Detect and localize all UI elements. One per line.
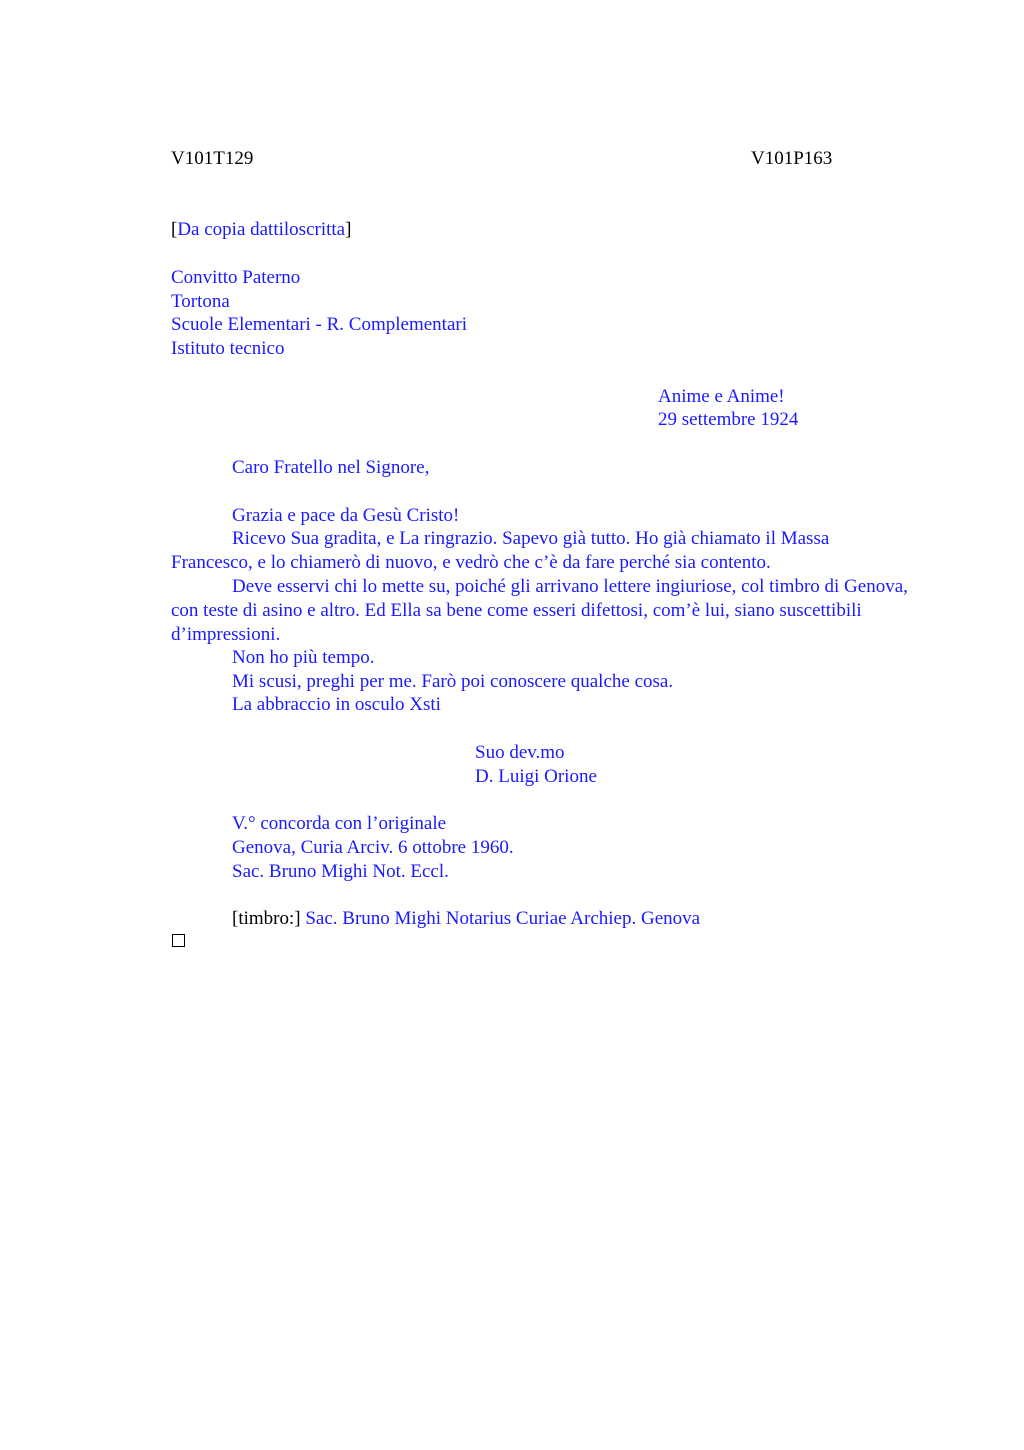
letterhead-line: Convitto Paterno — [171, 267, 301, 288]
signature-name: D. Luigi Orione — [475, 766, 597, 787]
body-paragraph: Ricevo Sua gradita, e La ringrazio. Sapevo già tutto. Ho già chiamato il Massa Francesco, e lo chiamerò di nuovo, e vedrò che c’è da fare perché sia contento. — [171, 528, 830, 573]
certification-line: Genova, Curia Arciv. 6 ottobre 1960. — [232, 837, 514, 858]
bracket-open: [ — [171, 219, 178, 240]
letter-date: 29 settembre 1924 — [658, 409, 799, 430]
greeting: Grazia e pace da Gesù Cristo! — [232, 505, 460, 526]
bracket-close: ] — [345, 219, 352, 240]
motto: Anime e Anime! — [658, 386, 785, 407]
signature-closing: Suo dev.mo — [475, 742, 565, 763]
certification-line: Sac. Bruno Mighi Not. Eccl. — [232, 861, 449, 882]
letterhead-line: Scuole Elementari - R. Complementari — [171, 314, 468, 335]
body-paragraph: Deve esservi chi lo mette su, poiché gli arrivano lettere ingiuriose, col timbro di Genova, con teste di asino e altro. Ed Ella sa bene come esseri difettosi, com’è lui, siano suscettibili d’impressioni. — [171, 576, 908, 645]
certification-line: V.° concorda con l’originale — [232, 813, 447, 834]
closing-line: Non ho più tempo. — [232, 647, 375, 668]
stamp-text: Sac. Bruno Mighi Notarius Curiae Archiep. Genova — [305, 908, 701, 929]
letterhead-line: Tortona — [171, 291, 230, 312]
stamp-label: [timbro:] — [232, 908, 301, 929]
closing-line: La abbraccio in osculo Xsti — [232, 694, 441, 715]
source-note-text: Da copia dattiloscritta — [177, 219, 346, 240]
letterhead-line: Istituto tecnico — [171, 338, 285, 359]
source-note — [171, 218, 351, 242]
closing-line: Mi scusi, preghi per me. Farò poi conoscere qualche cosa. — [232, 671, 674, 692]
document-code-right: V101P163 — [751, 148, 833, 169]
salutation: Caro Fratello nel Signore, — [232, 457, 430, 478]
end-marker-box-icon — [172, 934, 185, 947]
document-code-left: V101T129 — [171, 148, 254, 169]
stamp-line — [232, 907, 700, 931]
